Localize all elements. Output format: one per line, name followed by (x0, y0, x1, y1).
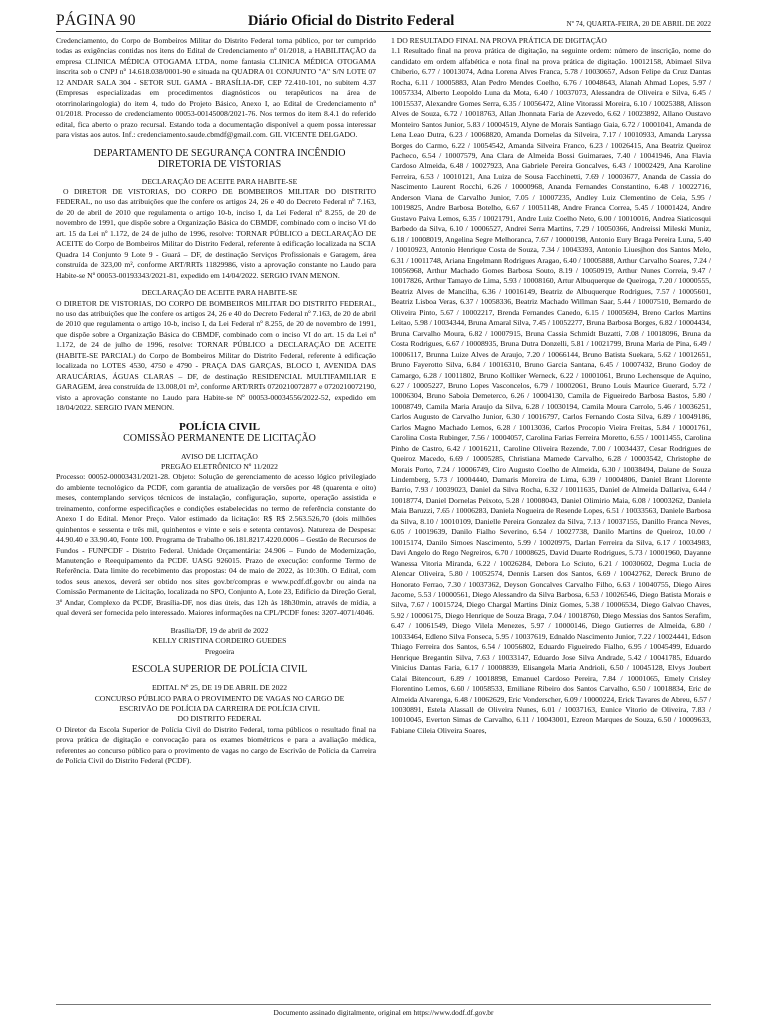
declaration-1-body: O DIRETOR DE VISTORIAS, DO CORPO DE BOMBEIROS MILITAR DO DISTRITO FEDERAL, no uso das atribuições que lhe confere os artigos 24, 26 e 40 do Decreto Federal nº 7.163, de 20 de abril de 2010 que regulamenta o artigo 10-b, inciso I, da Lei Federal nº 8.255, de 20 de novembro de 1991, que dispõe sobre a Organização Básica do CBMDF, combinado com o inciso VI do art. 15 da Lei nº 1.172, de 24 de julho de 1996, resolve: TORNAR PÚBLICO a DECLARAÇÃO DE ACEITE do Corpo de Bombeiros Militar do Distrito Federal, referente à edificação localizada na SCIA Quadra 14 Conjunto 9 Lote 9 - Guará – DF, de destinação Serviços Profissionais e Garagem, área construída de 323,00 m², conforme ART/RRTs 11829986, visto a aprovação constante no Laudo para Habite-se Nº 00053-00193343/2021-81, expedido em 14/04/2022. SERGIO IVAN MENON. (56, 186, 376, 280)
right-column (391, 36, 711, 767)
edition-info: Nº 74, QUARTA-FEIRA, 20 DE ABRIL DE 2022 (566, 20, 711, 28)
aviso-title: AVISO DE LICITAÇÃO (181, 451, 258, 461)
page-header (56, 0, 711, 32)
dept-title: DEPARTAMENTO DE SEGURANÇA CONTRA INCÊNDIO (93, 147, 346, 159)
concurso-line-2: ESCRIVÃO DE POLÍCIA DA CARREIRA DE POLÍCIA CIVIL (119, 704, 320, 714)
credenciamento-paragraph: Credenciamento, do Corpo de Bombeiros Militar do Distrito Federal torna público, por ter cumprido todas as exigências contidas nos itens do Edital de Credenciamento nº 01/2018, a HABILITAÇÃO da empresa CLINICA MÉDICA OTOGAMA LTDA, nome fantasia CLINICA MÉDICA OTOGAMA inscrita sob o CNPJ nº 14.618.038/0001-90 e situada na QUADRA 01 CONJUNTO "A" S/N LOTE 07 12 ANDAR SALA 304 - SETOR SUL GAMA - BRASÍLIA-DF, CEP 72.410-101, no subitem 4.37 (Empresas especializadas em procedimentos diagnósticos ou terapêuticos na área de otorrinolaringologia) do item 4, tudo do Projeto Básico, Anexo I, ao Edital de Credenciamento nº 01/2018. Processo de credenciamento 00053-00145008/2021-76. Nos termos do item 8.4.1 do referido edital, fica aberto o prazo recursal. Estando toda a documentação disponível a quem possa interessar para vistas aos autos. Inf.: credenciamento.saude.cbmdf@gmail.com. GIL VICENTE DELGADO. (56, 36, 376, 140)
concurso-line-3: DO DISTRITO FEDERAL (177, 714, 262, 724)
declaration-2-title: DECLARAÇÃO DE ACEITE PARA HABITE-SE (141, 288, 298, 298)
escola-body: O Diretor da Escola Superior de Polícia Civil do Distrito Federal, torna públicos o resultado final na prova prática de digitação e convocação para os exames biométricos e para a avaliação médica, referentes ao concurso público para o provimento de vagas no cargo de Escrivão de Polícia da Carreira de Polícia Civil do Distrito Federal (PCDF). (56, 724, 376, 766)
edital-title: EDITAL Nº 25, DE 19 DE ABRIL DE 2022 (151, 683, 288, 693)
page-number: PÁGINA 90 (56, 12, 136, 29)
comissao-title: COMISSÃO PERMANENTE DE LICITAÇÃO (123, 432, 316, 444)
escola-title: ESCOLA SUPERIOR DE POLÍCIA CIVIL (131, 664, 308, 676)
journal-title: Diário Oficial do Distrito Federal (248, 13, 455, 29)
declaration-1-title: DECLARAÇÃO DE ACEITE PARA HABITE-SE (141, 176, 298, 186)
dept-subtitle: DIRETORIA DE VISTORIAS (157, 158, 282, 170)
aviso-body: Processo: 00052-00003431/2021-28. Objeto: Solução de gerenciamento de acesso lógico privilegiado do ambiente tecnológico da PCDF, com garantia de atualização de versões por 48 (quarenta e oito) meses, contemplando serviços técnicos de instalação, configuração, suporte, operação assistida e treinamento, conforme especificações e condições estabelecidas no termo de referência constante do Anexo I do Edital. Menor Preço. Valor estimado da licitação: R$ R$ 2.563.526,70 (dois milhões quinhentos e sessenta e três mil, quinhentos e vinte e seis e setenta centavos). Natureza de Despesa: 44.90.40 e 33.90.40, Fonte 100. Programa de Trabalho 06.181.8217.4220.0006 – Gestão de Recursos de Fundos - FUNPCDF - Distrito Federal. Unidade Orçamentária: 24.906 – Fundo de Modernização, Manutenção e Reequipamento da PCDF. UASG 926015. Prazo de execução: conforme Termo de Referência. Data limite do recebimento das propostas: 04 de maio de 2022, às 10:30h. O Edital, com todos seus anexos, deverá ser obtido nos sites gov.br/compras e www.pcdf.df.gov.br ou ainda na Comissão Permanente de Licitação, localizada no SPO, Conjunto A, Lote 23, Edifício da Direção Geral, 3º Andar, Complexo da PCDF, Brasília-DF, nos dias úteis, das 12h às 18h30min, através de mídia, a qual deverá ser fornecida pelo interessado. Maiores informações na CPL/PCDF fones: 3207-4071/4046. (56, 472, 376, 618)
declaration-2-body: O DIRETOR DE VISTORIAS, DO CORPO DE BOMBEIROS MILITAR DO DISTRITO FEDERAL, no uso das atribuições que lhe confere os artigos 24, 26 e 40 do Decreto Federal nº 7.163, de 20 de abril de 2010 que regulamenta o artigo 10-b, inciso I, da Lei Federal nº 8.255, de 20 de novembro de 1991, que dispõe sobre a Organização Básica do CBMDF, combinado com o inciso VI do art. 15 da Lei nº 1.172, de 24 de julho de 1996, resolve: TORNAR PÚBLICO a DECLARAÇÃO DE ACEITE (HABITE-SE PARCIAL) do Corpo de Bombeiros Militar do Distrito Federal, referente à edificação localizada no LOTES 4530, 4750 e 4790 - PRAÇA DAS GARÇAS, BLOCO I, AVENIDA DAS ARAUCÁRIAS, ÁGUAS CLARAS – DF, de destinação RESIDENCIAL MULTIFAMILIAR E GARAGEM, área construída de 13.008,01 m², conforme ART/RRTs 0720210072877 e 0720210072190, visto a aprovação constante no Laudo para Habite-se Nº 00053-00034556/2022-52, expedido em 18/04/2022. SERGIO IVAN MENON. (56, 298, 376, 413)
signature-name: KELLY CRISTINA CORDEIRO GUEDES (152, 636, 287, 646)
concurso-line-1: CONCURSO PÚBLICO PARA O PROVIMENTO DE VAGAS NO CARGO DE (94, 693, 345, 703)
result-section-title: 1 DO RESULTADO FINAL NA PROVA PRÁTICA DE DIGITAÇÃO (391, 36, 607, 45)
page-footer: Documento assinado digitalmente, original em https://www.dodf.df.gov.br (56, 1004, 711, 1017)
signature-date: Brasília/DF, 19 de abril de 2022 (170, 625, 269, 635)
signature-role: Pregoeira (204, 646, 235, 656)
left-column (56, 36, 376, 767)
pregao-title: PREGÃO ELETRÔNICO Nº 11/2022 (161, 461, 278, 471)
content-columns (56, 36, 711, 767)
result-list-body: 1.1 Resultado final na prova prática de digitação, na seguinte ordem: número de inscrição, nome do candidato em ordem alfabética e nota final na prova prática de digitação. 10012158, Abimael Silva Chiberio, 6.77 / 10013074, Adna Lorena Alves Franca, 5.78 / 10030657, Adson Felipe da Cruz Dantas Rocha, 6.11 / 10005883, Alan Pedro Mendes Coelho, 6.76 / 10048643, Alanah Ahmad Lopes, 5.97 / 10057334, Alberto Leopoldo Luna da Mota, 6.40 / 10037073, Alessandra de Oliveira e Silva, 6.45 / 10015537, Alexandre Gomes Serra, 6.35 / 10056472, Aline Vitorassi Moreira, 6.10 / 10025388, Alisson Alves de Souza, 6.72 / 10018763, Allan Jhonnata Faria de Azevedo, 6.62 / 10023892, Allano Oustavo Monteiro Santos Junior, 5.83 / 10004519, Alyne de Morais Santiago Gaia, 6.72 / 10001041, Amanda de Lena Leao Dutra, 6.23 / 10068820, Amanda Dornelas da Silveira, 7.17 / 10010933, Amanda Laryssa Borges do Carmo, 6.22 / 10054542, Amanda Silveira Franco, 6.23 / 10026415, Ana Beatriz Queiroz Pacheco, 6.54 / 10007579, Ana Clara de Almeida Bossi Guimaraes, 7.40 / 10041946, Ana Flavia Cardoso Almeida, 6.48 / 10027923, Ana Gabriele Pereira Goncalves, 6.43 / 10002429, Ana Karoline Ferreira, 6.53 / 10010121, Ana Luiza de Sousa Facchinetti, 7.69 / 10003677, Ananda de Cassia do Nascimento Laurent Rocchi, 6.26 / 10000968, Ananda Fernandes Constantino, 6.48 / 10022716, Anderson Viana de Carvalho Junior, 7.05 / 10007235, Andley Luiz Clementino de Ceia, 5.95 / 10019825, Andre Barbosa Botelho, 6.67 / 10051148, Andre Franca Correa, 5.45 / 10001424, Andre Gustavo Paiva Lemos, 6.35 / 10021791, Andre Luiz Coelho Neto, 6.00 / 10010016, Andrea Siaticosqui Barbedo da Silva, 6.10 / 10006527, Andrei Serra Martins, 7.29 / 10050366, Andreissi Mileski Muniz, 6.18 / 10008019, Angelina Segre Melhoranca, 7.67 / 10000198, Antonio Eury Braga Pereira Luna, 5.40 / 10010923, Antonio Henrique Costa de Souza, 7.34 / 10043393, Antonio Liuesjhon dos Santos Melo, 6.31 / 10011748, Ariana Engelmann Rodrigues Aragao, 6.40 / 10005888, Arthur Carvalho Soares, 7.24 / 10056968, Arthur Machado Gomes Barbosa Souto, 8.19 / 10050919, Arthur Nunes Correia, 9.47 / 10017826, Arthur Tamayo de Lima, 5.93 / 10008160, Artur Albuquerque de Queiroga, 7.20 / 10000555, Beatriz Alves de Mancilha, 6.36 / 10016149, Beatriz de Albuquerque Rodrigues, 7.57 / 10005601, Beatriz Lisboa Veras, 6.37 / 10058336, Beatriz Machado Willman Saar, 5.44 / 10007510, Bernardo de Oliveira Pinto, 5.67 / 10002217, Brenda Fernandes Canedo, 6.15 / 10005694, Breno Carlos Martins Leitao, 5.98 / 10034344, Bruna Amaral Silva, 7.45 / 10052277, Bruna Barbosa Borges, 6.82 / 10004434, Bruna Carvalho Moura, 6.82 / 10007915, Bruna Cassia Schmidt Buzatti, 7.08 / 10018096, Bruna da Costa Rodrigues, 6.67 / 10008935, Bruna Dutra Donzelli, 5.81 / 10021799, Bruna Maria de Pina, 6.49 / 10006117, Brunna Luize Alves de Araujo, 7.20 / 10066144, Bruno Batista Suekara, 5.62 / 10012651, Bruno Fayerotto Silva, 6.84 / 10016310, Bruno Garcia Santana, 6.45 / 10007432, Bruno Godoy de Camargo, 6.28 / 10011802, Bruno Kolliker Werneck, 6.22 / 10001061, Bruno Lechensque de Aquino, 6.27 / 10005227, Bruno Lopes Vasconcelos, 6.79 / 10002061, Bruno Louis Maurice Guerard, 5.72 / 10006304, Bruno Saboia Demeterco, 6.26 / 10004130, Camila de Figueiredo Barbosa Bastos, 5.80 / 10008749, Camila Maria Araujo da Silva, 6.28 / 10030194, Camila Moura Carrolo, 5.46 / 10036251, Carlos Augusto de Carvalho Junior, 6.30 / 10016797, Carlos Fernando Costa Silva, 6.89 / 10049186, Carlos Magno Machado Lemos, 6.28 / 10013036, Carlos Procopio Vieira Freitas, 5.84 / 10001761, Carolina Costa Rubinger, 7.56 / 10004057, Carolina Farias Ferreira Moretto, 6.55 / 10011455, Carolina Pinho de Castro, 6.42 / 10016211, Caroline Oliveira Rezende, 7.00 / 10034437, Cesar Rodrigues de Queiroz Macedo, 6.69 / 10005285, Christiana Mamede Carvalho, 6.28 / 10003542, Christophe de Morais Porto, 7.24 / 10006749, Ciro Augusto Coelho de Almeida, 6.30 / 10038494, Daiane de Souza Lindemberg, 5.73 / 10004440, Damaris Moreira de Lima, 6.39 / 10004806, Daniel Brant Llorente Barrio, 7.93 / 10039023, Daniel da Silva Rocha, 6.32 / 10011635, Daniel de Almeida Dallariva, 6.44 / 10018774, Daniel Dornelas Peixoto, 5.28 / 10008043, Daniel Olimirio Maia, 6.08 / 10003262, Daniela Maia Baruzzi, 7.65 / 10006283, Daniela Nogueira de Resende Lopes, 6.51 / 10033563, Daniele Barbosa da Silva, 8.10 / 10010109, Danielle Pereira Gonzalez da Silva, 7.13 / 10037155, Danillo Franca Neves, 6.05 / 10019639, Danilo Fialho Severino, 6.54 / 10027738, Danilo Martins de Queiroz, 10.00 / 10015174, Danilo Simoes Nascimento, 5.99 / 10020975, Darlan Ferreira da Silva, 6.17 / 10034983, Davi Angelo do Rego Negreiros, 6.70 / 10008625, David Duarte Rodrigues, 5.73 / 10001960, Dayanne Wanessa Vitoria Miranda, 6.22 / 10026284, Debora Lo Sciuto, 6.21 / 10030602, Degma Lucia de Alencar Oliveira, 5.80 / 10052574, Dennis Larsen dos Santos, 6.69 / 10042762, Dereck Bruno de Honorato Ferrao, 7.30 / 10037362, Deyson Goncalves Carvalho Filho, 6.63 / 10040755, Diego Aires Jacome, 5.53 / 10000561, Diego Alessandro da Silva Barbosa, 6.53 / 10026546, Diego Batista Morais e Silva, 7.67 / 10015724, Diego Chargal Martins Diniz Gomes, 5.38 / 10006534, Diego Galvao Chaves, 5.92 / 10006175, Diego Henrique de Souza Braga, 7.04 / 10018760, Diego Messias dos Santos Serafim, 6.47 / 10061549, Diego Vilela Menezes, 5.97 / 10000146, Diego Gutierres de Almeida, 6.80 / 10033464, Edleno Silva Fonseca, 5.95 / 10037619, Ednaldo Nascimento Junior, 7.22 / 10024441, Edson Thiago Ferreira dos Santos, 6.54 / 10056802, Eduardo Figueiredo Fialho, 6.95 / 10045499, Eduardo Henrique Bregantin Silva, 7.63 / 10033147, Eduardo Jose Silva Andrade, 5.42 / 10041785, Eduardo Vinicius Dantas Faria, 6.17 / 10008839, Elisangela Maria Andrioli, 6.50 / 10045128, Elvys Joubert Calai Bitencourt, 6.89 / 10018898, Emanuel Cardoso Pereira, 7.84 / 10001065, Emely Crisley Florentino Lemos, 6.60 / 10058533, Emiliane Ribeiro dos Santos Carvalho, 6.50 / 10018834, Eric de Almeida Alvarenga, 6.48 / 10062629, Eric Vonderscher, 6.09 / 10000224, Erick Tavares de Abreu, 6.57 / 10030891, Estela Alassall de Oliveira Nunes, 6.01 / 10037163, Eunice Vitorio de Oliveira, 7.83 / 10010045, Everton Simas de Carvalho, 6.11 / 10043001, Ezreon Marques de Souza, 6.50 / 10009633, Fabiane Cileia Oliveira Soares, (391, 46, 711, 735)
policia-civil-title: POLÍCIA CIVIL (179, 420, 260, 433)
